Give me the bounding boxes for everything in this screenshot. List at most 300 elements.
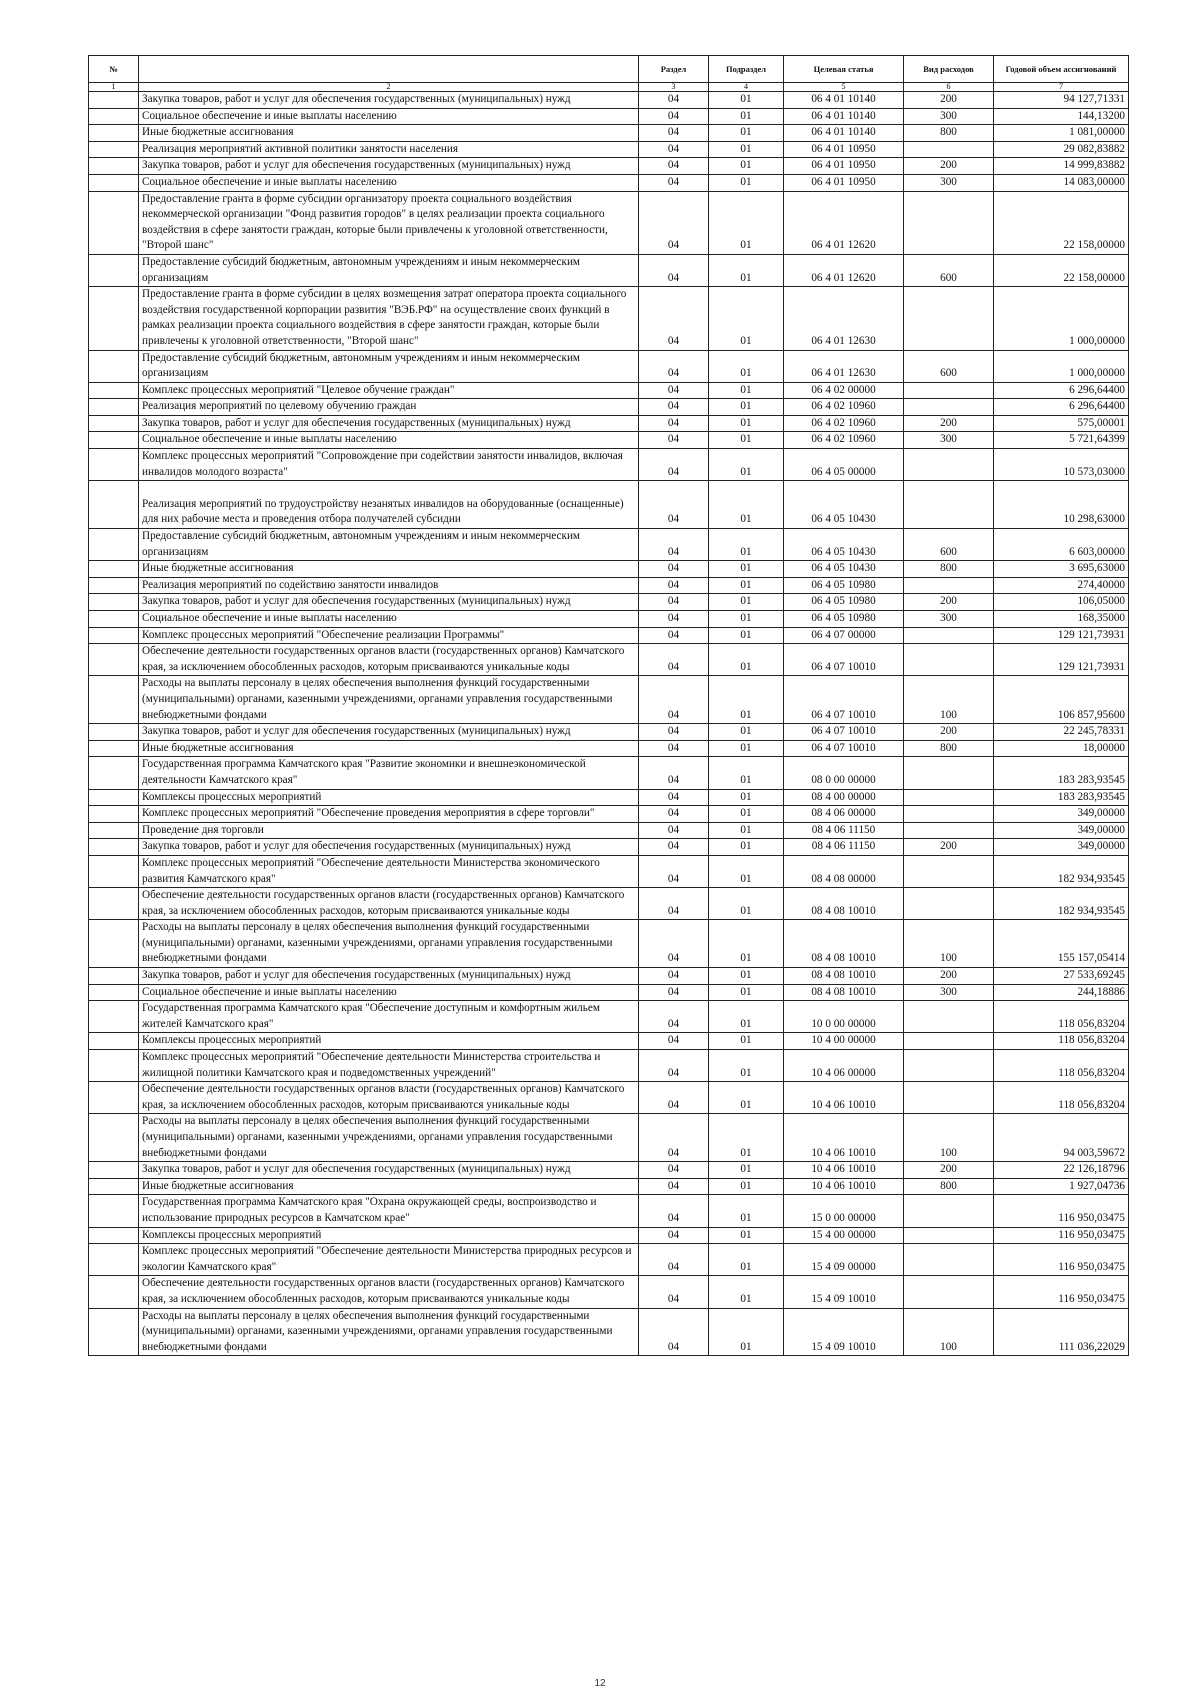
row-section-cell: 04 <box>639 888 709 920</box>
row-name-cell: Обеспечение деятельности государственных органов власти (государственных органов) Камчатского края, за исключением обособленных расходов, которым присваиваются уникальные коды <box>139 888 639 920</box>
row-section-cell: 04 <box>639 1001 709 1033</box>
row-name-cell: Обеспечение деятельности государственных органов власти (государственных органов) Камчатского края, за исключением обособленных расходов, которым присваиваются уникальные коды <box>139 644 639 676</box>
row-kind-cell <box>904 644 994 676</box>
row-amount-cell: 22 158,00000 <box>994 191 1129 254</box>
row-target-cell: 06 4 05 10430 <box>784 529 904 561</box>
budget-document <box>88 55 1128 1356</box>
table-row <box>89 174 1129 191</box>
row-number-cell <box>89 984 139 1001</box>
row-number-cell <box>89 1178 139 1195</box>
row-kind-cell: 100 <box>904 1308 994 1356</box>
row-subsection-cell: 01 <box>709 449 784 481</box>
row-subsection-cell: 01 <box>709 108 784 125</box>
table-row <box>89 577 1129 594</box>
row-target-cell: 06 4 01 10140 <box>784 108 904 125</box>
row-number-cell <box>89 1244 139 1276</box>
row-section-cell: 04 <box>639 1114 709 1162</box>
row-section-cell: 04 <box>639 644 709 676</box>
row-subsection-cell: 01 <box>709 1244 784 1276</box>
row-name-cell: Комплексы процессных мероприятий <box>139 1227 639 1244</box>
column-number: 3 <box>639 83 709 92</box>
row-subsection-cell: 01 <box>709 855 784 887</box>
row-name-cell: Комплекс процессных мероприятий "Целевое обучение граждан" <box>139 382 639 399</box>
row-name-cell: Комплексы процессных мероприятий <box>139 1033 639 1050</box>
table-row <box>89 594 1129 611</box>
row-name-cell: Предоставление субсидий бюджетным, автономным учреждениям и иным некоммерческим организациям <box>139 350 639 382</box>
row-number-cell <box>89 125 139 142</box>
row-amount-cell: 244,18886 <box>994 984 1129 1001</box>
row-name-cell: Комплекс процессных мероприятий "Сопровождение при содействии занятости инвалидов, включая инвалидов молодого возраста" <box>139 449 639 481</box>
row-kind-cell: 200 <box>904 968 994 985</box>
table-row <box>89 529 1129 561</box>
row-kind-cell <box>904 855 994 887</box>
row-amount-cell: 116 950,03475 <box>994 1195 1129 1227</box>
column-number: 7 <box>994 83 1129 92</box>
header-amount: Годовой объем ассигнований <box>994 56 1129 83</box>
row-target-cell: 08 4 08 10010 <box>784 968 904 985</box>
row-section-cell: 04 <box>639 1033 709 1050</box>
row-amount-cell: 182 934,93545 <box>994 855 1129 887</box>
row-section-cell: 04 <box>639 158 709 175</box>
table-row <box>89 1178 1129 1195</box>
row-kind-cell: 200 <box>904 1162 994 1179</box>
header-kind: Вид расходов <box>904 56 994 83</box>
table-row <box>89 561 1129 578</box>
row-section-cell: 04 <box>639 1050 709 1082</box>
table-row <box>89 968 1129 985</box>
row-amount-cell: 22 126,18796 <box>994 1162 1129 1179</box>
row-name-cell: Иные бюджетные ассигнования <box>139 561 639 578</box>
row-number-cell <box>89 757 139 789</box>
row-subsection-cell: 01 <box>709 806 784 823</box>
row-section-cell: 04 <box>639 254 709 286</box>
row-target-cell: 08 4 06 00000 <box>784 806 904 823</box>
row-amount-cell: 1 927,04736 <box>994 1178 1129 1195</box>
row-subsection-cell: 01 <box>709 174 784 191</box>
row-subsection-cell: 01 <box>709 1227 784 1244</box>
row-kind-cell <box>904 1033 994 1050</box>
row-section-cell: 04 <box>639 415 709 432</box>
row-name-cell: Закупка товаров, работ и услуг для обеспечения государственных (муниципальных) нужд <box>139 839 639 856</box>
row-kind-cell <box>904 1244 994 1276</box>
table-row <box>89 627 1129 644</box>
row-target-cell: 08 4 08 10010 <box>784 984 904 1001</box>
row-amount-cell: 118 056,83204 <box>994 1082 1129 1114</box>
row-kind-cell: 300 <box>904 611 994 628</box>
table-row <box>89 920 1129 968</box>
row-target-cell: 10 4 06 10010 <box>784 1082 904 1114</box>
table-row <box>89 839 1129 856</box>
row-kind-cell <box>904 822 994 839</box>
table-row <box>89 382 1129 399</box>
row-name-cell: Комплекс процессных мероприятий "Обеспечение деятельности Министерства природных ресурсов и экологии Камчатского края" <box>139 1244 639 1276</box>
row-name-cell: Обеспечение деятельности государственных органов власти (государственных органов) Камчатского края, за исключением обособленных расходов, которым присваиваются уникальные коды <box>139 1276 639 1308</box>
row-amount-cell: 22 158,00000 <box>994 254 1129 286</box>
row-target-cell: 10 4 06 10010 <box>784 1178 904 1195</box>
row-target-cell: 06 4 01 12620 <box>784 191 904 254</box>
row-name-cell: Закупка товаров, работ и услуг для обеспечения государственных (муниципальных) нужд <box>139 724 639 741</box>
row-name-cell: Реализация мероприятий по целевому обучению граждан <box>139 399 639 416</box>
row-number-cell <box>89 740 139 757</box>
table-row <box>89 740 1129 757</box>
row-subsection-cell: 01 <box>709 1195 784 1227</box>
row-amount-cell: 129 121,73931 <box>994 644 1129 676</box>
row-number-cell <box>89 839 139 856</box>
table-row <box>89 287 1129 350</box>
row-section-cell: 04 <box>639 1178 709 1195</box>
row-target-cell: 08 4 06 11150 <box>784 839 904 856</box>
row-subsection-cell: 01 <box>709 1276 784 1308</box>
row-number-cell <box>89 611 139 628</box>
row-subsection-cell: 01 <box>709 481 784 529</box>
row-subsection-cell: 01 <box>709 141 784 158</box>
table-row <box>89 125 1129 142</box>
row-amount-cell: 349,00000 <box>994 839 1129 856</box>
row-amount-cell: 144,13200 <box>994 108 1129 125</box>
row-subsection-cell: 01 <box>709 382 784 399</box>
row-name-cell: Предоставление субсидий бюджетным, автономным учреждениям и иным некоммерческим организациям <box>139 529 639 561</box>
row-name-cell: Реализация мероприятий по содействию занятости инвалидов <box>139 577 639 594</box>
row-number-cell <box>89 287 139 350</box>
table-row <box>89 757 1129 789</box>
row-amount-cell: 29 082,83882 <box>994 141 1129 158</box>
row-amount-cell: 1 000,00000 <box>994 350 1129 382</box>
header-target: Целевая статья <box>784 56 904 83</box>
table-row <box>89 644 1129 676</box>
row-kind-cell: 200 <box>904 724 994 741</box>
row-amount-cell: 6 296,64400 <box>994 382 1129 399</box>
row-number-cell <box>89 822 139 839</box>
row-target-cell: 15 4 09 10010 <box>784 1308 904 1356</box>
row-subsection-cell: 01 <box>709 984 784 1001</box>
row-number-cell <box>89 1082 139 1114</box>
row-section-cell: 04 <box>639 822 709 839</box>
row-target-cell: 15 4 09 00000 <box>784 1244 904 1276</box>
row-number-cell <box>89 529 139 561</box>
row-kind-cell <box>904 627 994 644</box>
row-name-cell: Предоставление гранта в форме субсидии в целях возмещения затрат оператора проекта социального воздействия государственной корпорации развития "ВЭБ.РФ" на осуществление своих функций в рамках реализации проекта социального воздействия в сфере занятости граждан, которые были привлечены к уголовной ответственности, "Второй шанс" <box>139 287 639 350</box>
row-kind-cell: 200 <box>904 158 994 175</box>
row-name-cell: Расходы на выплаты персоналу в целях обеспечения выполнения функций государственными (муниципальными) органами, казенными учреждениями, органами управления государственными внебюджетными фондами <box>139 1114 639 1162</box>
row-amount-cell: 129 121,73931 <box>994 627 1129 644</box>
row-number-cell <box>89 1033 139 1050</box>
row-name-cell: Реализация мероприятий активной политики занятости населения <box>139 141 639 158</box>
row-target-cell: 08 4 08 00000 <box>784 855 904 887</box>
row-kind-cell <box>904 191 994 254</box>
row-section-cell: 04 <box>639 594 709 611</box>
table-row <box>89 984 1129 1001</box>
row-number-cell <box>89 1114 139 1162</box>
row-number-cell <box>89 108 139 125</box>
row-subsection-cell: 01 <box>709 676 784 724</box>
row-section-cell: 04 <box>639 561 709 578</box>
row-number-cell <box>89 399 139 416</box>
row-section-cell: 04 <box>639 611 709 628</box>
row-section-cell: 04 <box>639 839 709 856</box>
row-section-cell: 04 <box>639 191 709 254</box>
table-row <box>89 432 1129 449</box>
row-subsection-cell: 01 <box>709 415 784 432</box>
row-kind-cell <box>904 789 994 806</box>
table-row <box>89 92 1129 109</box>
row-kind-cell <box>904 757 994 789</box>
row-section-cell: 04 <box>639 1308 709 1356</box>
row-subsection-cell: 01 <box>709 191 784 254</box>
table-row <box>89 724 1129 741</box>
row-number-cell <box>89 855 139 887</box>
row-subsection-cell: 01 <box>709 254 784 286</box>
row-subsection-cell: 01 <box>709 757 784 789</box>
row-kind-cell: 200 <box>904 839 994 856</box>
row-target-cell: 06 4 05 10430 <box>784 481 904 529</box>
table-row <box>89 676 1129 724</box>
table-row <box>89 611 1129 628</box>
table-row <box>89 1244 1129 1276</box>
row-kind-cell: 100 <box>904 1114 994 1162</box>
row-number-cell <box>89 1001 139 1033</box>
row-kind-cell: 300 <box>904 174 994 191</box>
row-section-cell: 04 <box>639 1244 709 1276</box>
row-number-cell <box>89 254 139 286</box>
row-amount-cell: 5 721,64399 <box>994 432 1129 449</box>
row-subsection-cell: 01 <box>709 158 784 175</box>
row-section-cell: 04 <box>639 920 709 968</box>
row-kind-cell: 600 <box>904 529 994 561</box>
row-kind-cell <box>904 577 994 594</box>
table-row <box>89 888 1129 920</box>
row-target-cell: 15 0 00 00000 <box>784 1195 904 1227</box>
row-number-cell <box>89 627 139 644</box>
row-number-cell <box>89 577 139 594</box>
row-number-cell <box>89 968 139 985</box>
table-row <box>89 855 1129 887</box>
row-target-cell: 10 4 06 10010 <box>784 1162 904 1179</box>
row-section-cell: 04 <box>639 1162 709 1179</box>
row-number-cell <box>89 191 139 254</box>
row-number-cell <box>89 1195 139 1227</box>
row-section-cell: 04 <box>639 984 709 1001</box>
table-row <box>89 191 1129 254</box>
row-amount-cell: 94 003,59672 <box>994 1114 1129 1162</box>
table-row <box>89 822 1129 839</box>
row-subsection-cell: 01 <box>709 888 784 920</box>
row-amount-cell: 183 283,93545 <box>994 757 1129 789</box>
row-kind-cell: 800 <box>904 561 994 578</box>
row-number-cell <box>89 888 139 920</box>
row-kind-cell <box>904 481 994 529</box>
row-target-cell: 06 4 02 10960 <box>784 399 904 416</box>
row-target-cell: 06 4 01 12630 <box>784 350 904 382</box>
row-name-cell: Комплексы процессных мероприятий <box>139 789 639 806</box>
row-number-cell <box>89 561 139 578</box>
row-target-cell: 06 4 07 10010 <box>784 676 904 724</box>
row-target-cell: 06 4 07 10010 <box>784 740 904 757</box>
row-amount-cell: 106,05000 <box>994 594 1129 611</box>
table-row <box>89 1082 1129 1114</box>
row-name-cell: Расходы на выплаты персоналу в целях обеспечения выполнения функций государственными (муниципальными) органами, казенными учреждениями, органами управления государственными внебюджетными фондами <box>139 676 639 724</box>
table-body <box>89 92 1129 1356</box>
row-kind-cell <box>904 1050 994 1082</box>
row-subsection-cell: 01 <box>709 561 784 578</box>
row-target-cell: 06 4 01 10950 <box>784 158 904 175</box>
row-section-cell: 04 <box>639 757 709 789</box>
row-number-cell <box>89 1276 139 1308</box>
row-amount-cell: 6 296,64400 <box>994 399 1129 416</box>
row-section-cell: 04 <box>639 141 709 158</box>
table-row <box>89 481 1129 529</box>
table-header <box>89 56 1129 92</box>
row-subsection-cell: 01 <box>709 1178 784 1195</box>
row-target-cell: 15 4 09 10010 <box>784 1276 904 1308</box>
row-name-cell: Иные бюджетные ассигнования <box>139 740 639 757</box>
row-amount-cell: 116 950,03475 <box>994 1227 1129 1244</box>
row-subsection-cell: 01 <box>709 399 784 416</box>
row-target-cell: 06 4 07 10010 <box>784 644 904 676</box>
row-name-cell: Закупка товаров, работ и услуг для обеспечения государственных (муниципальных) нужд <box>139 1162 639 1179</box>
row-number-cell <box>89 141 139 158</box>
table-row <box>89 789 1129 806</box>
table-row <box>89 806 1129 823</box>
row-subsection-cell: 01 <box>709 594 784 611</box>
row-name-cell: Обеспечение деятельности государственных органов власти (государственных органов) Камчатского края, за исключением обособленных расходов, которым присваиваются уникальные коды <box>139 1082 639 1114</box>
row-name-cell: Комплекс процессных мероприятий "Обеспечение реализации Программы" <box>139 627 639 644</box>
row-target-cell: 06 4 05 00000 <box>784 449 904 481</box>
row-section-cell: 04 <box>639 1082 709 1114</box>
table-row <box>89 1050 1129 1082</box>
row-kind-cell: 300 <box>904 432 994 449</box>
row-name-cell: Социальное обеспечение и иные выплаты населению <box>139 432 639 449</box>
row-number-cell <box>89 1308 139 1356</box>
row-section-cell: 04 <box>639 789 709 806</box>
row-target-cell: 06 4 01 10950 <box>784 174 904 191</box>
row-number-cell <box>89 415 139 432</box>
row-number-cell <box>89 724 139 741</box>
table-row <box>89 350 1129 382</box>
row-name-cell: Закупка товаров, работ и услуг для обеспечения государственных (муниципальных) нужд <box>139 92 639 109</box>
row-number-cell <box>89 676 139 724</box>
row-amount-cell: 575,00001 <box>994 415 1129 432</box>
row-target-cell: 10 4 00 00000 <box>784 1033 904 1050</box>
row-target-cell: 10 4 06 10010 <box>784 1114 904 1162</box>
row-target-cell: 06 4 02 00000 <box>784 382 904 399</box>
row-number-cell <box>89 920 139 968</box>
row-kind-cell: 800 <box>904 125 994 142</box>
row-target-cell: 10 4 06 00000 <box>784 1050 904 1082</box>
row-amount-cell: 22 245,78331 <box>994 724 1129 741</box>
row-amount-cell: 1 081,00000 <box>994 125 1129 142</box>
row-subsection-cell: 01 <box>709 644 784 676</box>
row-kind-cell <box>904 1082 994 1114</box>
row-subsection-cell: 01 <box>709 432 784 449</box>
header-no: № <box>89 56 139 83</box>
row-subsection-cell: 01 <box>709 350 784 382</box>
row-amount-cell: 3 695,63000 <box>994 561 1129 578</box>
row-kind-cell <box>904 806 994 823</box>
row-target-cell: 06 4 07 10010 <box>784 724 904 741</box>
row-target-cell: 08 4 08 10010 <box>784 888 904 920</box>
column-number: 6 <box>904 83 994 92</box>
row-amount-cell: 118 056,83204 <box>994 1033 1129 1050</box>
row-section-cell: 04 <box>639 432 709 449</box>
row-section-cell: 04 <box>639 529 709 561</box>
row-target-cell: 06 4 01 12620 <box>784 254 904 286</box>
row-kind-cell <box>904 1276 994 1308</box>
row-subsection-cell: 01 <box>709 1162 784 1179</box>
row-kind-cell: 600 <box>904 350 994 382</box>
row-number-cell <box>89 594 139 611</box>
row-subsection-cell: 01 <box>709 839 784 856</box>
row-section-cell: 04 <box>639 627 709 644</box>
row-kind-cell: 200 <box>904 92 994 109</box>
row-number-cell <box>89 158 139 175</box>
row-target-cell: 06 4 01 10140 <box>784 92 904 109</box>
row-amount-cell: 1 000,00000 <box>994 287 1129 350</box>
row-subsection-cell: 01 <box>709 1050 784 1082</box>
row-kind-cell: 100 <box>904 676 994 724</box>
row-number-cell <box>89 806 139 823</box>
row-target-cell: 08 4 06 11150 <box>784 822 904 839</box>
row-amount-cell: 10 298,63000 <box>994 481 1129 529</box>
table-row <box>89 1162 1129 1179</box>
row-kind-cell <box>904 141 994 158</box>
header-name <box>139 56 639 83</box>
row-amount-cell: 116 950,03475 <box>994 1276 1129 1308</box>
row-subsection-cell: 01 <box>709 1001 784 1033</box>
table-row <box>89 158 1129 175</box>
row-target-cell: 08 4 00 00000 <box>784 789 904 806</box>
row-section-cell: 04 <box>639 125 709 142</box>
row-amount-cell: 183 283,93545 <box>994 789 1129 806</box>
row-number-cell <box>89 92 139 109</box>
row-kind-cell <box>904 449 994 481</box>
row-subsection-cell: 01 <box>709 577 784 594</box>
row-kind-cell: 800 <box>904 1178 994 1195</box>
row-name-cell: Иные бюджетные ассигнования <box>139 125 639 142</box>
table-row <box>89 1033 1129 1050</box>
table-row <box>89 415 1129 432</box>
row-target-cell: 06 4 02 10960 <box>784 432 904 449</box>
table-row <box>89 1227 1129 1244</box>
page-number: 12 <box>594 1678 606 1689</box>
table-row <box>89 399 1129 416</box>
column-number-row <box>89 83 1129 92</box>
row-amount-cell: 274,40000 <box>994 577 1129 594</box>
row-kind-cell: 100 <box>904 920 994 968</box>
row-number-cell <box>89 449 139 481</box>
row-section-cell: 04 <box>639 449 709 481</box>
row-name-cell: Комплекс процессных мероприятий "Обеспечение проведения мероприятия в сфере торговли" <box>139 806 639 823</box>
row-name-cell: Закупка товаров, работ и услуг для обеспечения государственных (муниципальных) нужд <box>139 594 639 611</box>
row-kind-cell: 300 <box>904 108 994 125</box>
row-amount-cell: 18,00000 <box>994 740 1129 757</box>
header-section: Раздел <box>639 56 709 83</box>
row-kind-cell <box>904 888 994 920</box>
column-number: 4 <box>709 83 784 92</box>
row-subsection-cell: 01 <box>709 529 784 561</box>
row-section-cell: 04 <box>639 92 709 109</box>
row-subsection-cell: 01 <box>709 740 784 757</box>
row-amount-cell: 349,00000 <box>994 822 1129 839</box>
row-target-cell: 15 4 00 00000 <box>784 1227 904 1244</box>
row-number-cell <box>89 789 139 806</box>
row-number-cell <box>89 481 139 529</box>
row-section-cell: 04 <box>639 1195 709 1227</box>
row-name-cell: Государственная программа Камчатского края "Охрана окружающей среды, воспроизводство и использование природных ресурсов в Камчатском крае" <box>139 1195 639 1227</box>
row-name-cell: Государственная программа Камчатского края "Развитие экономики и внешнеэкономической деятельности Камчатского края" <box>139 757 639 789</box>
row-target-cell: 06 4 07 00000 <box>784 627 904 644</box>
row-number-cell <box>89 644 139 676</box>
row-section-cell: 04 <box>639 350 709 382</box>
